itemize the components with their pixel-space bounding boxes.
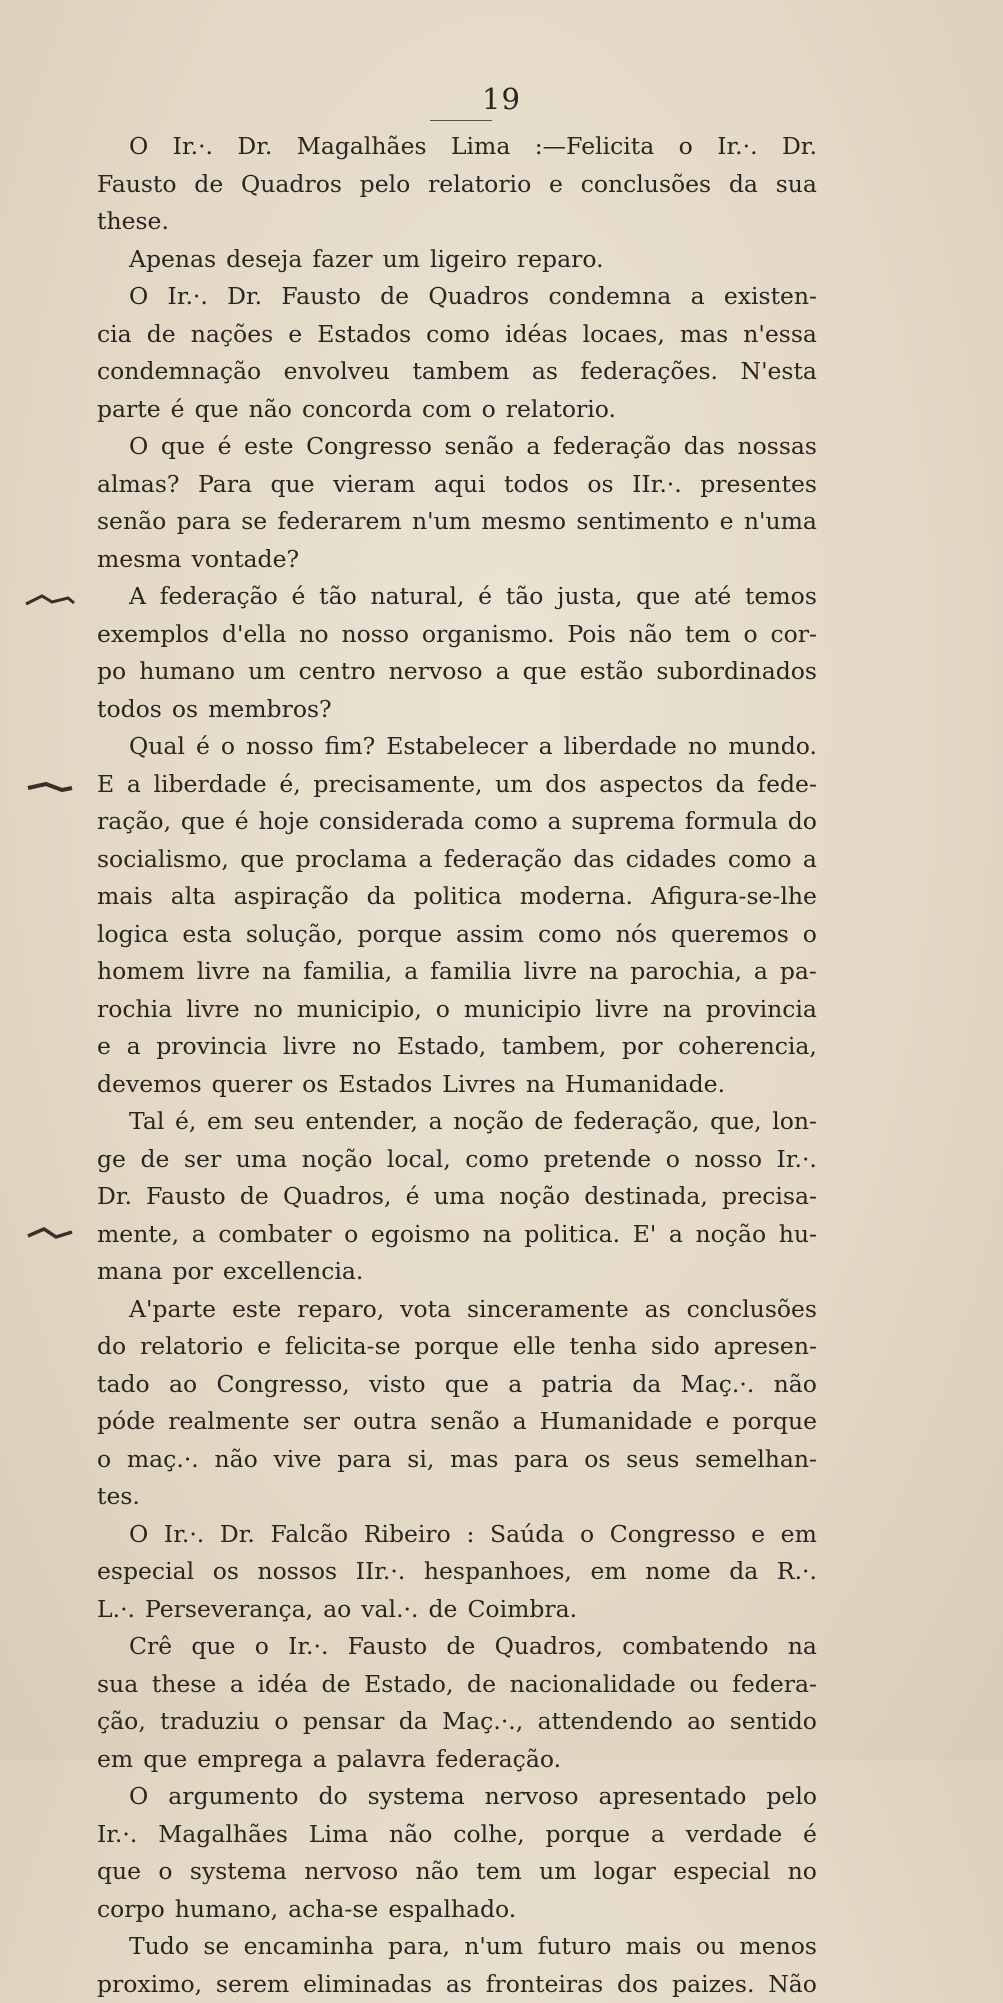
text-line: A'parte este reparo, vota sinceramente as conclusões <box>97 1291 817 1329</box>
text-line: homem livre na familia, a familia livre na parochia, a pa- <box>97 953 817 991</box>
text-line: devemos querer os Estados Livres na Humanidade. <box>97 1066 817 1104</box>
text-line: O que é este Congresso senão a federação das nossas <box>97 428 817 466</box>
text-line: O Ir.·. Dr. Falcão Ribeiro : Saúda o Congresso e em <box>97 1516 817 1554</box>
text-line: tes. <box>97 1478 817 1516</box>
text-line: these. <box>97 203 817 241</box>
text-line: A federação é tão natural, é tão justa, que até temos <box>97 578 817 616</box>
text-line: condemnação envolveu tambem as federações. N'esta <box>97 353 817 391</box>
text-line: socialismo, que proclama a federação das cidades como a <box>97 841 817 879</box>
text-line: tado ao Congresso, visto que a patria da Maç.·. não <box>97 1366 817 1404</box>
text-line: O Ir.·. Dr. Fausto de Quadros condemna a existen- <box>97 278 817 316</box>
text-line: Crê que o Ir.·. Fausto de Quadros, combatendo na <box>97 1628 817 1666</box>
text-line: o maç.·. não vive para si, mas para os seus semelhan- <box>97 1441 817 1479</box>
margin-mark-icon <box>22 778 78 798</box>
text-line: ração, que é hoje considerada como a suprema formula do <box>97 803 817 841</box>
text-line: Fausto de Quadros pelo relatorio e conclusões da sua <box>97 166 817 204</box>
margin-mark-icon <box>22 1224 78 1244</box>
text-line: mente, a combater o egoismo na politica. E' a noção hu- <box>97 1216 817 1254</box>
text-line: que o systema nervoso não tem um logar especial no <box>97 1853 817 1891</box>
text-line: po humano um centro nervoso a que estão subordinados <box>97 653 817 691</box>
text-line: do relatorio e felicita-se porque elle tenha sido apresen- <box>97 1328 817 1366</box>
text-line: rochia livre no municipio, o municipio livre na provincia <box>97 991 817 1029</box>
text-line: corpo humano, acha-se espalhado. <box>97 1891 817 1929</box>
text-line: especial os nossos IIr.·. hespanhoes, em nome da R.·. <box>97 1553 817 1591</box>
text-line: exemplos d'ella no nosso organismo. Pois não tem o cor- <box>97 616 817 654</box>
text-line: Tal é, em seu entender, a noção de federação, que, lon- <box>97 1103 817 1141</box>
text-line: ção, traduziu o pensar da Maç.·., attendendo ao sentido <box>97 1703 817 1741</box>
text-line: mana por excellencia. <box>97 1253 817 1291</box>
page-number-rule <box>430 120 492 121</box>
text-line: e a provincia livre no Estado, tambem, por coherencia, <box>97 1028 817 1066</box>
body-text <box>97 128 817 2003</box>
text-line: ge de ser uma noção local, como pretende o nosso Ir.·. <box>97 1141 817 1179</box>
text-line: Ir.·. Magalhães Lima não colhe, porque a verdade é <box>97 1816 817 1854</box>
text-line: Apenas deseja fazer um ligeiro reparo. <box>97 241 817 279</box>
text-line: almas? Para que vieram aqui todos os IIr.·. presentes <box>97 466 817 504</box>
page-number: 19 <box>0 82 1003 116</box>
text-line: em que emprega a palavra federação. <box>97 1741 817 1779</box>
text-line: E a liberdade é, precisamente, um dos aspectos da fede- <box>97 766 817 804</box>
text-line: Dr. Fausto de Quadros, é uma noção destinada, precisa- <box>97 1178 817 1216</box>
text-line: cia de nações e Estados como idéas locaes, mas n'essa <box>97 316 817 354</box>
text-line: logica esta solução, porque assim como nós queremos o <box>97 916 817 954</box>
text-line: Tudo se encaminha para, n'um futuro mais ou menos <box>97 1928 817 1966</box>
text-line: póde realmente ser outra senão a Humanidade e porque <box>97 1403 817 1441</box>
text-line: mais alta aspiração da politica moderna. Afigura-se-lhe <box>97 878 817 916</box>
text-line: proximo, serem eliminadas as fronteiras dos paizes. Não <box>97 1966 817 2003</box>
margin-mark-icon <box>22 590 78 610</box>
text-line: O Ir.·. Dr. Magalhães Lima :—Felicita o Ir.·. Dr. <box>97 128 817 166</box>
text-line: senão para se federarem n'um mesmo sentimento e n'uma <box>97 503 817 541</box>
text-line: mesma vontade? <box>97 541 817 579</box>
text-line: Qual é o nosso fim? Estabelecer a liberdade no mundo. <box>97 728 817 766</box>
text-line: sua these a idéa de Estado, de nacionalidade ou federa- <box>97 1666 817 1704</box>
text-line: parte é que não concorda com o relatorio. <box>97 391 817 429</box>
text-line: L.·. Perseverança, ao val.·. de Coimbra. <box>97 1591 817 1629</box>
text-line: todos os membros? <box>97 691 817 729</box>
text-line: O argumento do systema nervoso apresentado pelo <box>97 1778 817 1816</box>
